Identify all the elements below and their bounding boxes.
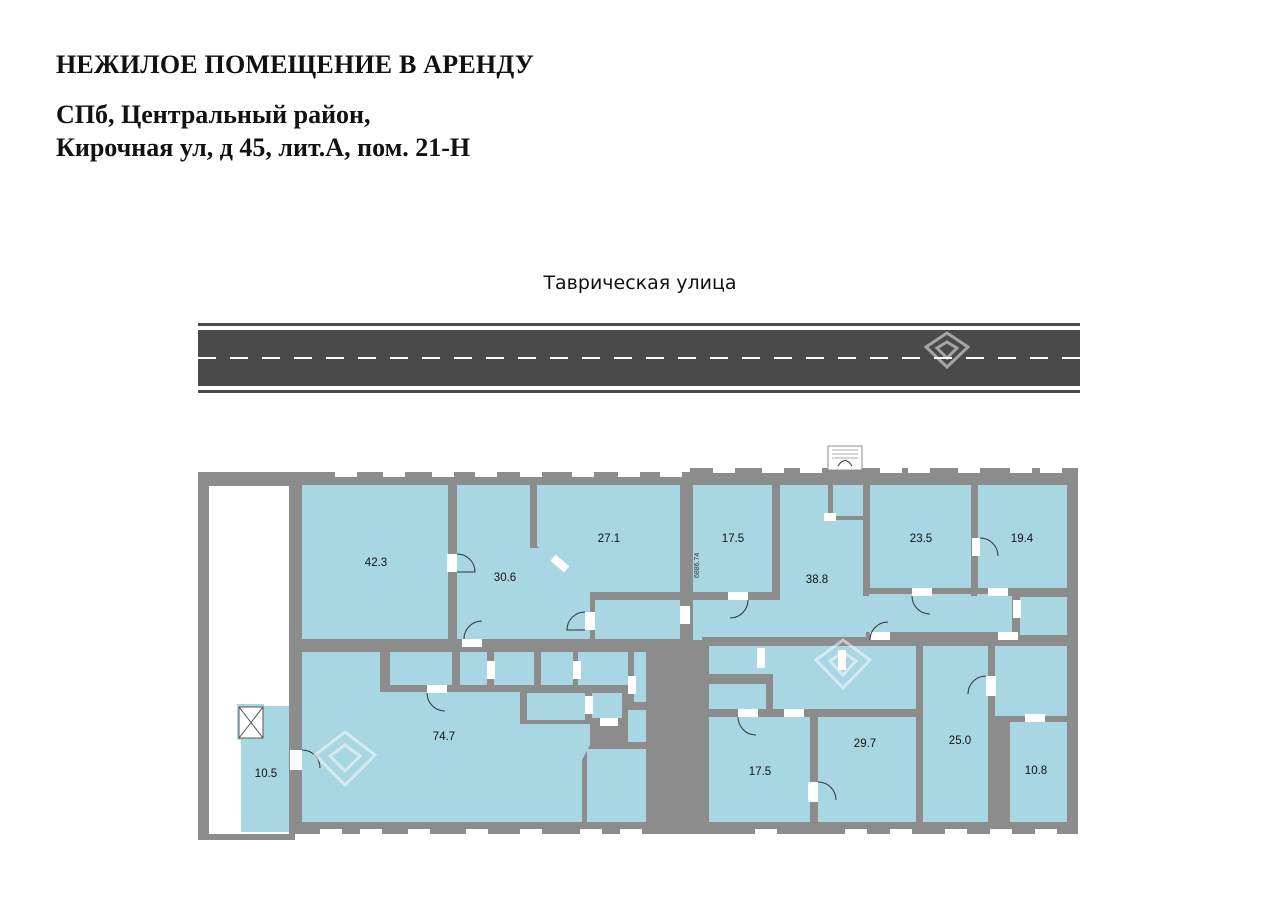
room-area-label: 17.5 <box>748 766 772 778</box>
room-area-label: 23.5 <box>909 533 933 545</box>
room-area-label: 27.1 <box>597 533 621 545</box>
stair-icon <box>828 446 862 470</box>
address-line-2: Кирочная ул, д 45, лит.А, пом. 21-Н <box>56 133 471 162</box>
door-icon <box>824 513 836 521</box>
room-area-label: 30.6 <box>493 572 517 584</box>
room-25-0 <box>923 646 988 822</box>
address-line-1: СПб, Центральный район, <box>56 100 371 129</box>
room-util-2 <box>460 652 487 685</box>
room-util-1 <box>390 652 452 685</box>
door-icon <box>784 709 804 717</box>
room-util-3 <box>494 652 534 685</box>
room-area-label: 10.5 <box>254 768 278 780</box>
door-icon <box>585 696 593 714</box>
room-util-5 <box>578 652 628 685</box>
door-icon <box>998 632 1018 640</box>
room-area-label: 29.7 <box>853 738 877 750</box>
dimension-label: 6886.74 <box>694 552 701 578</box>
room-small-right <box>1020 597 1067 635</box>
door-icon <box>487 661 495 679</box>
door-icon <box>1025 714 1045 722</box>
room-area-label: 25.0 <box>948 735 972 747</box>
street-name: Таврическая улица <box>543 272 737 294</box>
room-area-label: 10.8 <box>1024 765 1048 777</box>
room-small-top <box>833 485 863 516</box>
door-icon <box>1013 600 1021 618</box>
room-area-label: 17.5 <box>721 533 745 545</box>
door-icon <box>600 718 618 726</box>
room-corridor-a <box>595 600 680 639</box>
room-util-4 <box>541 652 573 685</box>
page-title: НЕЖИЛОЕ ПОМЕЩЕНИЕ В АРЕНДУ <box>56 50 534 79</box>
room-mid-2 <box>709 684 766 709</box>
room-area-label: 38.8 <box>805 574 829 586</box>
room-util-8 <box>592 693 622 718</box>
room-29-7 <box>818 717 916 822</box>
room-area-label: 74.7 <box>432 731 456 743</box>
room-right-upper <box>995 646 1067 716</box>
door-icon <box>628 676 636 694</box>
door-icon <box>680 606 690 624</box>
stair-box-icon <box>239 707 263 738</box>
room-area-label: 19.4 <box>1010 533 1034 545</box>
door-icon <box>573 661 581 679</box>
door-icon <box>757 648 765 668</box>
room-util-9 <box>628 710 646 742</box>
room-small-bottom <box>587 749 646 822</box>
room-util-7 <box>527 693 585 720</box>
room-area-label: 42.3 <box>364 557 388 569</box>
door-icon <box>988 588 1008 596</box>
